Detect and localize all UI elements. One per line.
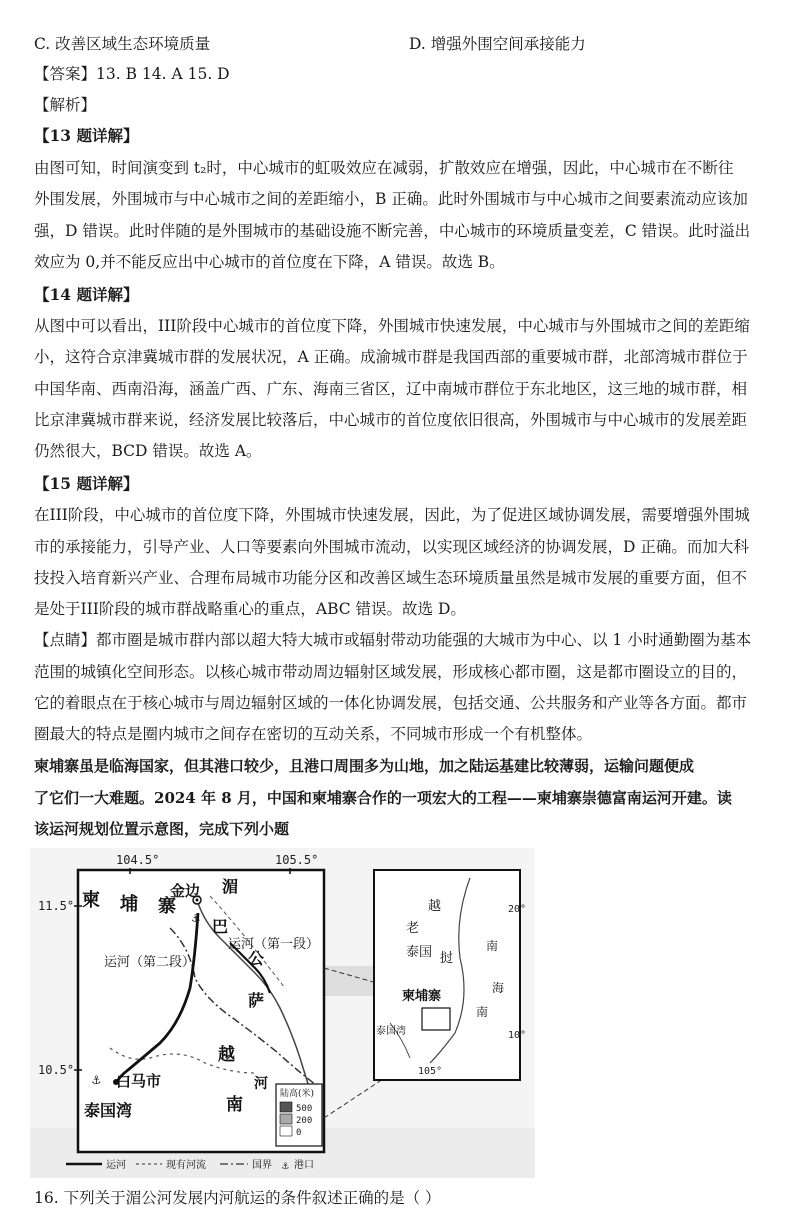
inset-label: 柬埔寨 xyxy=(402,989,442,1004)
country-label: 柬 xyxy=(82,890,100,911)
city-label: 金边 xyxy=(170,882,201,900)
question-16: 16. 下列关于湄公河发展内河航运的条件叙述正确的是（ ） xyxy=(34,1189,441,1207)
q13-line: 外围发展，外围城市与中心城市之间的差距缩小，B 正确。此时外围城市与中心城市之间要素流动应该加 xyxy=(34,190,748,208)
q14-line: 中国华南、西南沿海，涵盖广西、广东、海南三省区，辽中南城市群位于东北地区，这三地的城市群，相 xyxy=(34,380,748,398)
legend-label: 港口 xyxy=(294,1160,314,1171)
canal-stage2-label: 运河（第二段） xyxy=(104,955,196,970)
gulf-label: 泰国湾 xyxy=(84,1101,133,1120)
comment-line: 【点睛】都市圈是城市群内部以超大特大城市或辐射带动功能强的大城市为中心、以 1 小时通勤圈为基本 xyxy=(34,631,752,649)
inset-label: 挝 xyxy=(440,951,454,966)
vietnam-label: 南 xyxy=(226,1095,243,1115)
lon-label: 104.5° xyxy=(116,853,160,867)
answer-line: 【答案】13. B 14. A 15. D xyxy=(34,65,230,83)
inset-label: 海 xyxy=(492,981,505,995)
canal-stage1-label: 运河（第一段） xyxy=(228,937,320,952)
intro-line: 了它们一大难题。2024 年 8 月，中国和柬埔寨合作的一项宏大的工程——柬埔寨崇德富南运河开建。读 xyxy=(34,789,732,807)
inset-label: 泰国 xyxy=(406,945,433,960)
intro-line: 柬埔寨虽是临海国家，但其港口较少，且港口周围多为山地，加之陆运基建比较薄弱，运输问题便成 xyxy=(34,757,695,775)
port-icon: ⚓ xyxy=(92,1072,101,1088)
q15-line: 技投入培育新兴产业、合理布局城市功能分区和改善区域生态环境质量虽然是城市发展的重要方面，但不 xyxy=(34,569,748,587)
city-label: 白马市 xyxy=(116,1072,162,1090)
q15-line: 市的承接能力，引导产业、人口等要素向外围城市流动，以实现区域经济的协调发展，D 正确。而加大科 xyxy=(34,538,749,556)
port-icon: ⚓ xyxy=(192,911,200,926)
comment-line: 它的着眼点在于核心城市与周边辐射区域的一体化协调发展，包括交通、公共服务和产业等各方面。都市 xyxy=(34,694,748,712)
q14-heading: 【14 题详解】 xyxy=(34,285,139,304)
lat-label: 11.5° xyxy=(38,899,75,913)
port-icon: ⚓ xyxy=(282,1159,289,1172)
canal-location-map xyxy=(30,848,535,1178)
river-label: 湄 xyxy=(222,877,239,896)
inset-map-frame xyxy=(374,870,520,1080)
river-label: 萨 xyxy=(248,991,265,1010)
option-d: D. 增强外围空间承接能力 xyxy=(409,35,586,53)
vietnam-label: 越 xyxy=(218,1045,235,1065)
river-label: 巴 xyxy=(212,917,229,936)
intro-line: 该运河规划位置示意图，完成下列小题 xyxy=(34,820,290,838)
inset-lat-label: 20° xyxy=(508,904,527,915)
inset-label: 南 xyxy=(486,939,499,953)
q13-heading: 【13 题详解】 xyxy=(34,126,139,145)
comment-line: 圈最大的特点是圈内城市之间存在密切的互动关系，不同城市形成一个有机整体。 xyxy=(34,725,593,743)
q15-line: 在III阶段，中心城市的首位度下降，外围城市快速发展，因此，为了促进区域协调发展，需要增强外围城 xyxy=(34,506,750,524)
q14-line: 从图中可以看出，III阶段中心城市的首位度下降，外围城市快速发展，中心城市与外围城市之间的差距缩 xyxy=(34,317,750,335)
q15-line: 是处于III阶段的城市群战略重心的重点，ABC 错误。故选 D。 xyxy=(34,600,466,618)
q14-line: 小，这符合京津冀城市群的发展状况，A 正确。成渝城市群是我国西部的重要城市群，北部湾城市群位于 xyxy=(34,348,748,366)
inset-label: 南 xyxy=(476,1005,489,1019)
river-label: 河 xyxy=(254,1076,268,1092)
country-label: 寨 xyxy=(158,896,176,917)
country-label: 埔 xyxy=(120,894,138,915)
river-label: 公 xyxy=(248,949,265,968)
elevation-value: 0 xyxy=(296,1128,302,1138)
elevation-value: 200 xyxy=(296,1116,313,1126)
inset-label: 越 xyxy=(428,899,442,914)
q13-line: 强，D 错误。此时伴随的是外围城市的基础设施不断完善，中心城市的环境质量变差，C 错误。此时溢出 xyxy=(34,222,751,240)
analysis-label: 【解析】 xyxy=(34,96,97,114)
inset-lon-label: 105° xyxy=(418,1066,443,1077)
legend-label: 国界 xyxy=(252,1160,272,1171)
lon-label: 105.5° xyxy=(275,853,319,867)
comment-line: 范围的城镇化空间形态。以核心城市带动周边辐射区域发展，形成核心都市圈，这是都市圈设立的目的， xyxy=(34,663,748,681)
legend-label: 现有河流 xyxy=(166,1160,206,1171)
inset-label: 泰国湾 xyxy=(376,1026,406,1037)
inset-lat-label: 10° xyxy=(508,1030,527,1041)
q14-line: 比京津冀城市群来说，经济发展比较落后，中心城市的首位度依旧很高，外围城市与中心城市的发展差距 xyxy=(34,411,748,429)
inset-label: 老 xyxy=(406,921,420,936)
elevation-legend-title: 陆高(米) xyxy=(280,1089,315,1099)
q15-heading: 【15 题详解】 xyxy=(34,474,139,493)
option-c: C. 改善区域生态环境质量 xyxy=(34,35,211,53)
q13-line: 效应为 0,并不能反应出中心城市的首位度在下降，A 错误。故选 B。 xyxy=(34,253,505,271)
legend-label: 运河 xyxy=(106,1160,126,1171)
elevation-value: 500 xyxy=(296,1104,313,1114)
map-svg xyxy=(30,848,535,1178)
q14-line: 仍然很大，BCD 错误。故选 A。 xyxy=(34,442,262,460)
lat-label: 10.5° xyxy=(38,1063,75,1077)
q13-line: 由图可知，时间演变到 t₂时，中心城市的虹吸效应在减弱，扩散效应在增强，因此，中心城市在不断往 xyxy=(34,159,734,177)
